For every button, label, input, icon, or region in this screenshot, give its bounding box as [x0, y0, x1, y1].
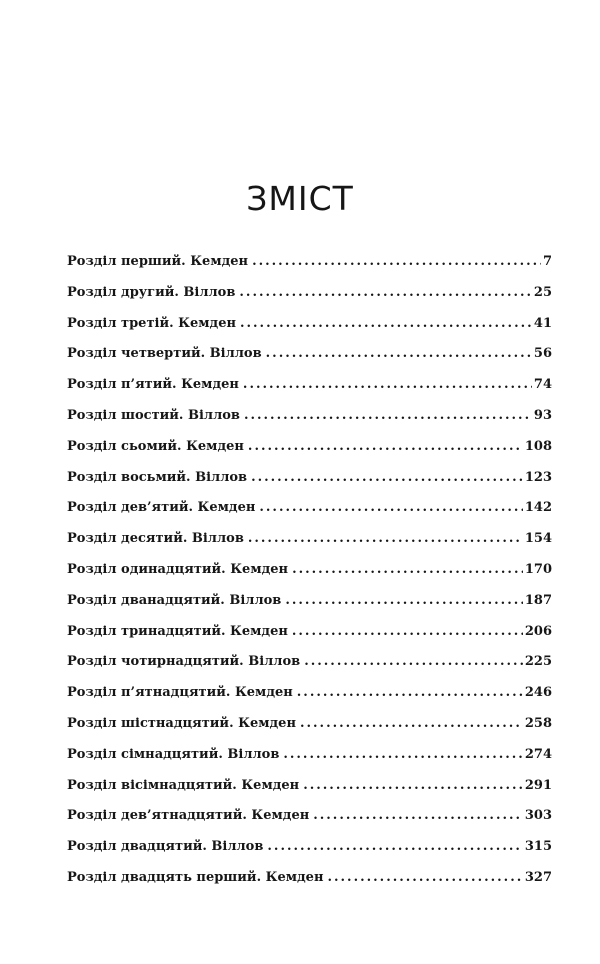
toc-entry — [67, 408, 552, 439]
toc-dot-leader — [292, 624, 523, 639]
toc-entry-label: Розділ десятий. Віллов — [67, 531, 244, 547]
toc-entry — [67, 439, 552, 470]
toc-entry-label: Розділ двадцять перший. Кемден — [67, 869, 324, 885]
toc-entry — [67, 716, 552, 747]
toc-entry-page-number: 258 — [524, 715, 552, 731]
toc-entry-label: Розділ чотирнадцятий. Віллов — [67, 654, 301, 670]
toc-entry — [67, 624, 552, 655]
toc-dot-leader — [243, 377, 532, 392]
toc-dot-leader — [267, 839, 522, 854]
toc-entry-page-number: 142 — [524, 500, 552, 516]
toc-dot-leader — [266, 346, 532, 361]
toc-entry-label: Розділ вісімнадцятий. Кемден — [67, 777, 300, 793]
toc-entry-page-number: 303 — [524, 808, 552, 824]
toc-dot-leader — [327, 870, 522, 885]
toc-entry — [67, 285, 552, 316]
toc-entry-label: Розділ тринадцятий. Кемден — [67, 623, 288, 639]
toc-entry-label: Розділ двадцятий. Віллов — [67, 839, 264, 855]
toc-entry-label: Розділ дев’ятнадцятий. Кемден — [67, 808, 310, 824]
toc-entry — [67, 685, 552, 716]
toc-dot-leader — [251, 470, 523, 485]
toc-entry — [67, 778, 552, 809]
toc-dot-leader — [248, 439, 523, 454]
toc-entry-label: Розділ другий. Віллов — [67, 284, 236, 300]
toc-entry-label: Розділ сьомий. Кемден — [67, 438, 244, 454]
toc-entry — [67, 316, 552, 347]
toc-entry-page-number: 274 — [524, 746, 552, 762]
toc-entry — [67, 531, 552, 562]
toc-dot-leader — [283, 747, 523, 762]
toc-dot-leader — [303, 778, 523, 793]
toc-entry-page-number: 246 — [524, 685, 552, 701]
table-of-contents — [67, 254, 552, 901]
toc-entry-page-number: 154 — [524, 531, 552, 547]
toc-entry — [67, 593, 552, 624]
toc-entry — [67, 562, 552, 593]
toc-dot-leader — [292, 562, 523, 577]
toc-entry-page-number: 206 — [524, 623, 552, 639]
toc-entry — [67, 839, 552, 870]
toc-entry-page-number: 7 — [542, 254, 552, 269]
toc-entry-label: Розділ третій. Кемден — [67, 315, 236, 331]
toc-entry-label: Розділ восьмий. Віллов — [67, 469, 248, 485]
toc-dot-leader — [252, 254, 541, 269]
toc-dot-leader — [239, 285, 532, 300]
toc-entry-page-number: 41 — [533, 315, 552, 331]
toc-dot-leader — [240, 316, 532, 331]
toc-entry-label: Розділ п’ятий. Кемден — [67, 377, 239, 393]
toc-dot-leader — [313, 808, 523, 823]
toc-entry-label: Розділ шостий. Віллов — [67, 407, 240, 423]
toc-dot-leader — [304, 654, 523, 669]
toc-entry-page-number: 108 — [524, 438, 552, 454]
toc-entry-page-number: 315 — [524, 839, 552, 855]
toc-entry-page-number: 291 — [524, 777, 552, 793]
toc-entry — [67, 808, 552, 839]
toc-dot-leader — [297, 685, 523, 700]
toc-entry-page-number: 56 — [533, 346, 552, 362]
toc-entry-label: Розділ сімнадцятий. Віллов — [67, 746, 280, 762]
page-title: ЗМІСТ — [246, 179, 354, 219]
toc-entry — [67, 500, 552, 531]
toc-entry — [67, 747, 552, 778]
toc-entry-label: Розділ четвертий. Віллов — [67, 346, 262, 362]
toc-entry — [67, 654, 552, 685]
toc-entry-label: Розділ шістнадцятий. Кемден — [67, 715, 296, 731]
toc-entry — [67, 470, 552, 501]
toc-entry-page-number: 170 — [524, 561, 552, 577]
toc-entry — [67, 377, 552, 408]
toc-entry — [67, 346, 552, 377]
toc-entry-label: Розділ дванадцятий. Віллов — [67, 592, 282, 608]
toc-dot-leader — [300, 716, 523, 731]
toc-dot-leader — [259, 500, 522, 515]
toc-entry-page-number: 123 — [524, 469, 552, 485]
toc-dot-leader — [244, 408, 532, 423]
toc-entry-page-number: 93 — [533, 407, 552, 423]
toc-dot-leader — [248, 531, 523, 546]
toc-entry-page-number: 225 — [524, 654, 552, 670]
toc-entry-label: Розділ дев’ятий. Кемден — [67, 500, 256, 516]
toc-entry-page-number: 327 — [524, 869, 552, 885]
toc-entry-page-number: 74 — [533, 377, 552, 393]
toc-entry-label: Розділ одинадцятий. Кемден — [67, 561, 289, 577]
toc-entry-label: Розділ п’ятнадцятий. Кемден — [67, 685, 293, 701]
toc-dot-leader — [285, 593, 523, 608]
toc-entry — [67, 870, 552, 901]
toc-entry — [67, 254, 552, 285]
toc-entry-page-number: 25 — [533, 284, 552, 300]
toc-entry-page-number: 187 — [524, 592, 552, 608]
toc-entry-label: Розділ перший. Кемден — [67, 254, 249, 269]
